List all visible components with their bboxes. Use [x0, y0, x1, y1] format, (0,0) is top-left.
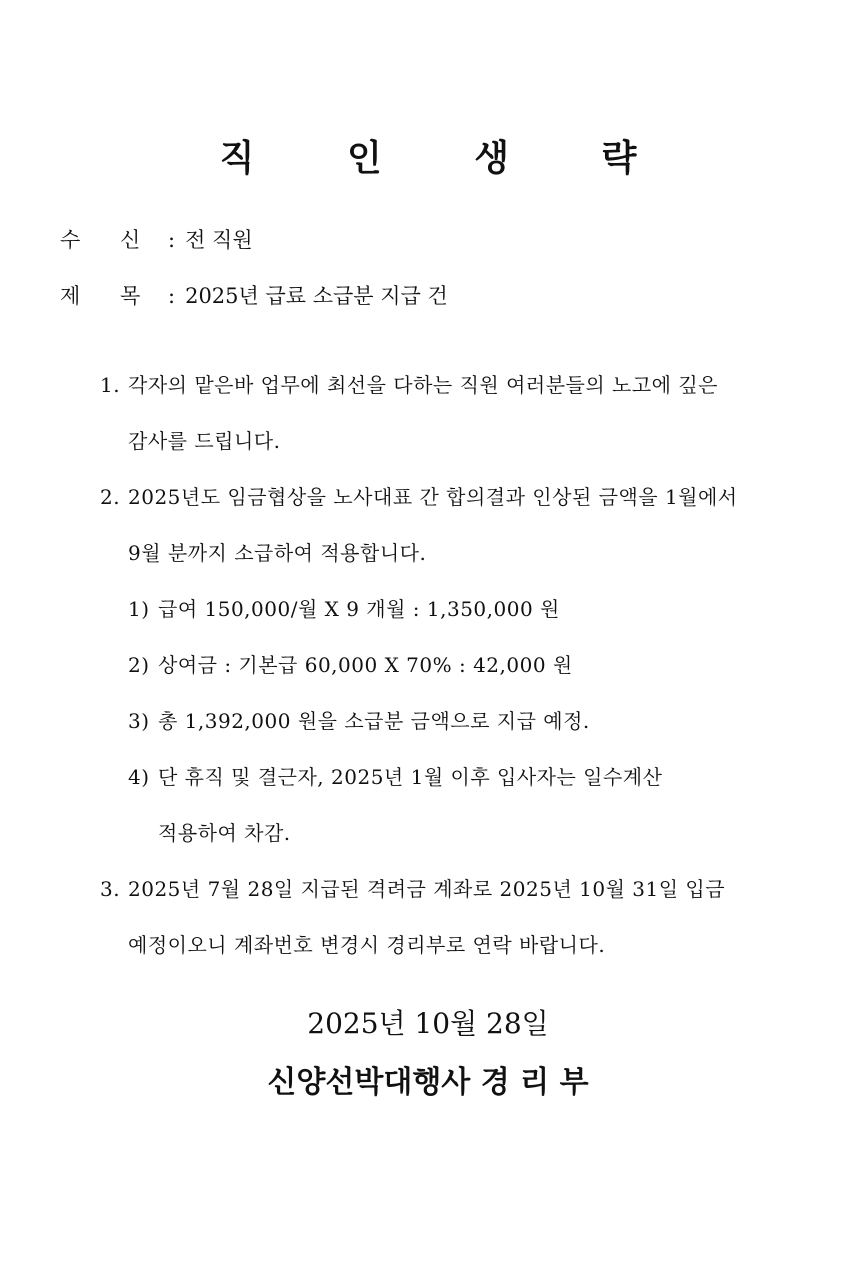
- recipient-label: 수 신: [60, 228, 141, 252]
- subitem-4-line-2: 적용하여 차감.: [158, 821, 291, 845]
- sender-name: 신양선박대행사 경 리 부: [267, 1065, 589, 1100]
- item-1-line-1: 1. 각자의 맡은바 업무에 최선을 다하는 직원 여러분들의 노고에 깊은: [100, 373, 718, 397]
- subitem-2: 2) 상여금 : 기본급 60,000 X 70% : 42,000 원: [128, 653, 573, 677]
- subject-label: 제 목: [60, 284, 141, 308]
- subitem-1: 1) 급여 150,000/월 X 9 개월 : 1,350,000 원: [128, 597, 560, 621]
- recipient-line: [60, 224, 253, 254]
- subitem-4-line-1: 4) 단 휴직 및 결근자, 2025년 1월 이후 입사자는 일수계산: [128, 765, 663, 789]
- document-title: 직 인 생 략: [219, 137, 677, 179]
- item-1-line-2: 감사를 드립니다.: [128, 429, 281, 453]
- subject-value: 2025년 급료 소급분 지급 건: [185, 284, 448, 308]
- item-2-line-1: 2. 2025년도 임금협상을 노사대표 간 합의결과 인상된 금액을 1월에서: [100, 485, 738, 509]
- document-date: 2025년 10월 28일: [307, 1007, 549, 1040]
- item-3-line-2: 예정이오니 계좌번호 변경시 경리부로 연락 바랍니다.: [128, 933, 606, 957]
- subject-separator: :: [168, 284, 176, 308]
- recipient-value: 전 직원: [185, 228, 253, 252]
- recipient-separator: :: [168, 228, 176, 252]
- item-2-line-2: 9월 분까지 소급하여 적용합니다.: [128, 541, 427, 565]
- subitem-3: 3) 총 1,392,000 원을 소급분 금액으로 지급 예정.: [128, 709, 590, 733]
- item-3-line-1: 3. 2025년 7월 28일 지급된 격려금 계좌로 2025년 10월 31일 입금: [100, 877, 726, 901]
- subject-line: [60, 280, 448, 310]
